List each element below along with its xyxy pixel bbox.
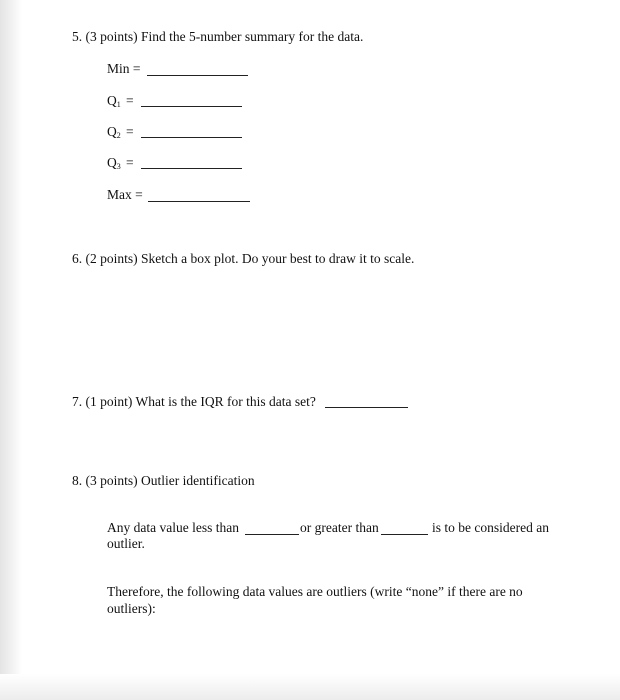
q2-label: $Q_2$	[107, 124, 121, 140]
question-8-prompt: 8. (3 points) Outlier identification	[72, 473, 255, 488]
outlier-upper-text: or greater than	[300, 520, 379, 535]
q1-equals: =	[126, 93, 134, 108]
q1-label: $Q_1$	[107, 93, 121, 109]
question-5-prompt: 5. (3 points) Find the 5-number summary for the data.	[72, 29, 364, 44]
upper-fence-blank[interactable]	[381, 534, 428, 535]
question-6-prompt: 6. (2 points) Sketch a box plot. Do your best to draw it to scale.	[72, 251, 415, 266]
outlier-lower-text: Any data value less than	[107, 520, 239, 535]
q3-answer-blank[interactable]	[141, 168, 242, 169]
max-answer-blank[interactable]	[148, 201, 250, 202]
lower-fence-blank[interactable]	[245, 534, 299, 535]
page-gutter-shadow	[0, 0, 22, 700]
question-7-prompt: 7. (1 point) What is the IQR for this data set?	[72, 394, 316, 409]
outliers-answer-area[interactable]	[107, 622, 567, 667]
page-bottom-shadow	[0, 674, 620, 700]
q1-answer-blank[interactable]	[141, 106, 242, 107]
box-plot-sketch-area[interactable]	[72, 275, 592, 375]
min-label: Min =	[107, 61, 141, 76]
q2-answer-blank[interactable]	[141, 137, 242, 138]
min-answer-blank[interactable]	[147, 75, 248, 76]
max-label: Max =	[107, 187, 143, 202]
iqr-answer-blank[interactable]	[325, 407, 408, 408]
outlier-considered-text: is to be considered an	[432, 520, 549, 535]
q3-equals: =	[126, 155, 134, 170]
worksheet-page	[22, 0, 620, 700]
q3-label: $Q_3$	[107, 155, 121, 171]
outlier-word: outlier.	[107, 536, 145, 551]
outliers-instruction: Therefore, the following data values are outliers (write “none” if there are no outliers):	[107, 584, 523, 616]
q2-equals: =	[126, 124, 134, 139]
